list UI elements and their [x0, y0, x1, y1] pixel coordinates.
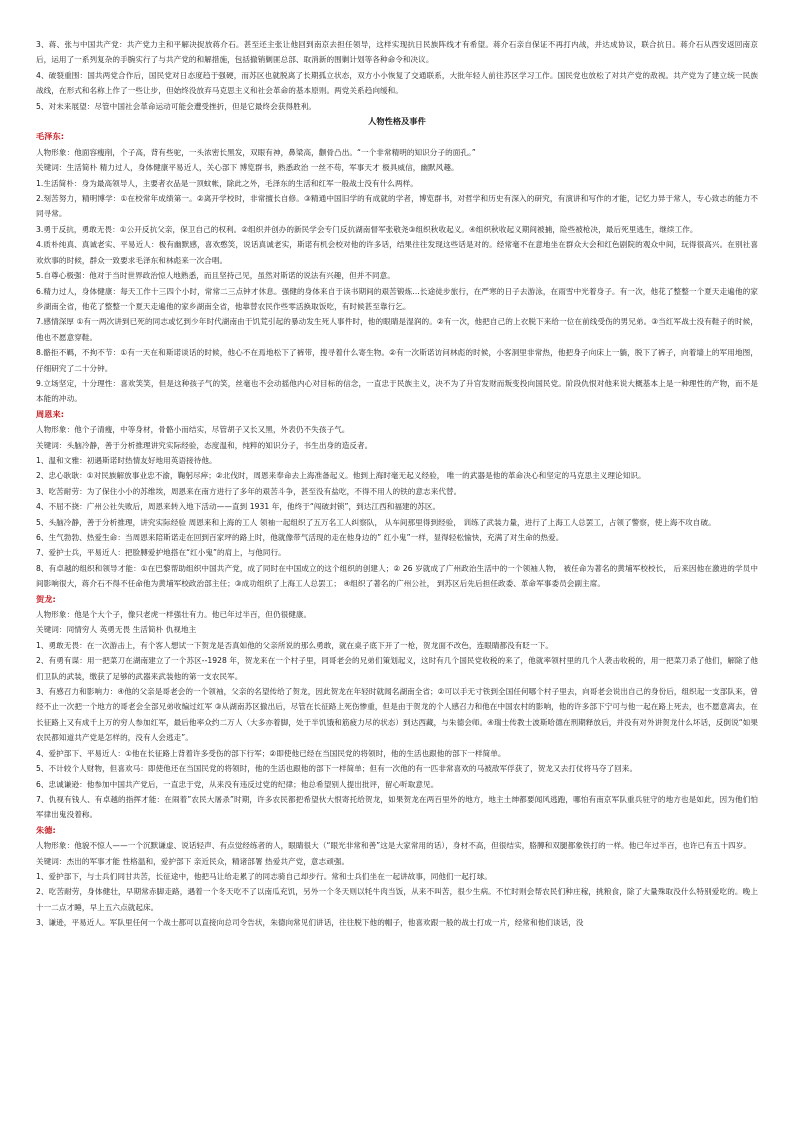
person-line: 7.感情深厚 ①有一两次讲到已死的同志或忆到少年时代湖南由于饥荒引起的暴动发生死人事件时，他的眼睛是湿润的。②有一次，他把自己的上衣脱下来给一位在前线受伤的男兄弟。③当红军战士没有鞋子的时候，他也不愿意穿鞋。 — [36, 317, 758, 342]
person-line: 3、谦逊，平易近人。军队里任何一个战士都可以直接向总司令告状，朱德向常见们讲话，往往脱下他的帽子，他喜欢跟一般的战士打成一片，经常和他们谈话，没 — [36, 918, 584, 928]
person-section-zhou — [36, 407, 758, 592]
person-name: 朱德: — [36, 824, 56, 835]
section-title: 人物性格及事件 — [368, 116, 426, 127]
person-line: 7、仇视有钱人、有卓越的指挥才能：在闹着”农民大屠杀”时期，许多农民都把希望伙大恨寄托给贺龙，如果贺龙在两百里外的地方，地主土绅都要闻风逃跑，哪怕有南京军队重兵驻守的地方也是如此，因为他们怕军律出鬼没着称。 — [36, 794, 758, 820]
person-line: 8.骼拒不羁，不拘不节：①有一天在和斯诺谈话的时候，他心不在焉地松下了裤带，搜寻着什么寄生物。②有一次斯诺访问林彪的时候，小客洞里非常热，他把身子向床上一躺，脱下了裤子，向着墙上的军用地图，仔细研究了二十分钟。 — [36, 348, 758, 373]
person-line: 5.自尊心极强：他对于当时世界政治惊人地熟悉，而且坚持己见，虽然对斯诺的说法有兴趣，但并不同意。 — [36, 271, 395, 281]
person-line: 关键词：杰出的军事才能 性格温和，爱护部下 亲近民众，精诸部署 热爱共产党，意志顽强。 — [36, 856, 350, 866]
person-line: 5、不计较个人财物，但喜欢马：即使他还在当国民党的将领时，他的生活也跟他的部下一样简单；但有一次他的有一匹非常喜欢的马被敌军俘获了，贺龙又去打仗将马夺了回来。 — [36, 764, 638, 774]
person-name: 周恩来: — [36, 408, 65, 419]
person-line: 6、忠诚谦逊：他参加中国共产党后，一直忠于党，从来没有违反过党的纪律；他总希望别人提出批评，留心听取意见。 — [36, 779, 439, 789]
person-line: 5、头脑冷静，善于分析推理，讲究实际经验 周恩来和上海的工人 领袖一起组织了五万名工人纠察队， 从车间那里得到经验， 训练了武装力量，进行了上海工人总罢工，占领了警察，使上海不攻自破。 — [36, 517, 716, 527]
person-line: 人物形象：他貌不惊人——一个沉默谦虚、说话轻声、有点觉经练者的人，眼睛很大（“眼光非常和善”这是大家常用的话），身材不高，但很结实，胳膊和双腿都象铁打的一样。他已年过半百，也许已有五十四岁。 — [36, 841, 752, 851]
person-section-mao — [36, 129, 758, 406]
person-line: 关键词：同情穷人 英勇无畏 生活简朴 仇视地主 — [36, 625, 197, 635]
intro-block — [36, 37, 758, 114]
person-line: 3、有感召力和影响力：④他的父亲是哥老会的一个领袖，父亲的名望传给了贺龙，因此贺龙在年轻时就闻名湖南全省；②可以手无寸铁到全国任何哪个村子里去，向哥老会说出自己的身份后，组织起一支部队来，曾经不止一次把一个地方的哥老会全部兄弟收编过红军 ③从湖南苏区撤出后，尽管在长征路上死伤惨重，但是由于贺龙的个人感召力和他在中国农村的影响，他的许多部下宁可与他一起在路上死去，也不愿意离去，在长征路上又有成千上万的穷人参加红军，最后他率众约二万人（大多亦着脚，处于半饥饿和筋疲力尽的状态）到达西藏，与朱德会师。④瑞士传教士波斯哈德在刑期释放后，并没有对外讲贺龙什么坏话，反倒说“如果农民都知道共产党是怎样的，没有人会逃走”。 — [36, 687, 758, 743]
person-line: 2.刻苦努力，精明博学：①在校常年成绩第一。②离开学校时，非常擅长自修。③精通中国旧学的有成就的学者，博览群书，对哲学和历史有深入的研究，有演讲和写作的才能，记忆力异于常人，专心致志的能力不同寻常。 — [36, 194, 758, 219]
person-line: 1、爱护部下，与士兵们同甘共苦，长征途中，他把马让给走累了的同志骑自己却步行。常和士兵们坐在一起讲故事，同他们一起打球。 — [36, 871, 492, 881]
person-line: 6、生气勃勃、热爱生命：当周恩来陪斯诺走在回到百家坪的路上时，他就像带气活现的走在他身边的” 红小鬼”一样，显得轻松愉快，充满了对生命的热爱。 — [36, 533, 564, 542]
person-line: 2、吃苦耐劳，身体健壮，早期常赤脚走路，遇着一个冬天吃不了以南瓜充饥，另外一个冬天则以牦牛肉当饭，从来不叫苦，很少生病。不忙时则会帮农民们种庄稼，挑粮食，除了大量殊取没什么特别爱吃的。晚上十一二点才睡，早上五六点就起床。 — [36, 887, 758, 912]
person-line: 6.精力过人，身体健康：每天工作十三四个小时，常常二三点钟才休息。强健的身体来自于读书期间的艰苦锻炼…长途徒步旅行，在严寒的日子去游泳，在雨雪中光着身子。有一次，他花了整整一个夏天走遍他的家乡湖南全省，他花了整整一个夏天走遍他的家乡湖南全省，他靠替农民作些零活换取饭吃，有时候甚至靠行乞。 — [36, 286, 758, 311]
person-line: 4、不屈不挠：广州公社失败后，周恩来转入地下活动——直到 1931 年，他终于“闯破封锁”，到达江西和福建的苏区。 — [36, 502, 441, 512]
person-line: 4.质朴纯真、真诚老实、平易近人：极有幽默感，喜欢憨笑，说话真诚老实，斯诺有机会校对他的许多话，结果往往发现这些话是对的。经常毫不在意地坐在群众大会和红色剧院的观众中间，玩得很高兴。在别社喜欢炊事的时候，群众一致要求毛泽东和林彪来一次合唱。 — [36, 240, 758, 265]
person-line: 7、爱护士兵，平易近人：把脸膊爱护地搭在“红小鬼”的肩上，与他同行。 — [36, 548, 286, 558]
intro-paragraph: 5、对未来展望：尽管中国社会革命运动可能会遭受挫折，但是它最终会获得胜利。 — [36, 101, 317, 111]
person-line: 1、勇敢无畏：在一次游击上，有个客人想试一下贺龙是否真如他的父亲所说的那么勇敢，就在桌子底下开了一枪，贺龙面不改色，连眼睛都没有眨一下。 — [36, 640, 554, 650]
person-line: 2、有勇有谋：用一把菜刀在湖南建立了一个苏区--1928 年，贺龙来在一个村子里，同哥老会的兄弟们策划起义，这时有几个国民党收税的来了，他就率领村里的几个人袭击收税的，用一把菜刀杀了他们，解除了他们卫队的武装，缴获了足够的武器来武装他的第一支农民军。 — [36, 656, 758, 681]
intro-paragraph: 3、蒋、张与中国共产党：共产党力主和平解决捉放蒋介石。甚至还主张让他回到南京去担任领导，这样实现抗日民族阵线才有希望。蒋介石亲自保证不再打内战，并达成协议，联合抗日。蒋介石从西安返回南京后，运用了一系列复杂的手腕实行了与共产党的和解措施，包括撤销剿匪总部、取消新的围剿计划等各种命令和决议。 — [36, 40, 758, 65]
person-line: 关键词：头脑冷静，善于分析推理讲究实际经验，态度温和，纯粹的知识分子，书生出身的造反者。 — [36, 440, 373, 450]
person-line: 1、温和文雅：初遇斯诺时热情友好地用英语接待他。 — [36, 455, 217, 465]
person-line: 1.生活简朴：身为最高领导人，主要者衣品是一顶蚊帐，除此之外，毛泽东的生活和红军一般战士没有什么两样。 — [36, 178, 418, 188]
intro-paragraph: 4、破裂重围：国共两党合作后，国民党对日态度趋于强硬，而苏区也就脱离了长期孤立状态，双方小小恢复了交通联系，大批年轻人前往苏区学习工作。国民党也放松了对共产党的敌视。共产党为了建立统一民族战线，在形式和名称上作了一些让步，但始终没放弃马克思主义和社会革命的基本原则。两党关系趋向缓和。 — [36, 70, 758, 96]
person-line: 人物形象：他面容瘦削，个子高，背有些驼，一头浓密长黑发，双眼有神，鼻梁高，颧骨凸出。“一个非常精明的知识分子的面孔。” — [36, 147, 476, 157]
person-line: 3、吃苦耐劳：为了保住小小的苏维埃，周恩来在南方进行了多年的艰苦斗争，甚至没有盐吃，不得不用人的铁的意志来代替。 — [36, 486, 462, 496]
person-name: 毛泽东: — [36, 131, 65, 142]
person-line: 关键词：生活简朴 精力过人，身体健康平易近人，关心部下 博览群书，熟悉政治 一丝不苟，军事天才 极具威信，幽默风趣。 — [36, 163, 459, 173]
person-line: 8、有卓越的组织和领导才能：①在巴黎帮助组织中国共产党，成了同时在中国成立的这个组织的创建人；② 26 岁就成了广州政治生活中的一个领袖人物， 被任命为著名的黄埔军校校长， 后来因他在激进的学员中间影响很大，蒋介石不得不任命他为黄埔军校政治部主任；③成功组织了上海工人总罢工； ④组织了著名的广州公社， 到苏区后先后担任政委、革命军事委员会副主席。 — [36, 563, 758, 589]
person-line: 9.立场坚定，十分理性：喜欢笑笑，但是这种孩子气的笑，丝毫也不会动摇他内心对目标的信念，一直忠于民族主义，决不为了升官发财而叛变投向国民党。阶段仇恨对他来说大概基本上是一种理性的产物，而不是本能的冲动。 — [36, 378, 758, 404]
person-section-he — [36, 592, 758, 823]
person-line: 2、忠心耿耿：①对民族解放事业忠不渝，鞠躬尽瘁；②北伐时，周恩来奉命去上海准备起义。他到上海时毫无起义经验， 唯一的武器是他的革命决心和坚定的马克思主义理论知识。 — [36, 471, 646, 481]
person-line: 3.勇于反抗，勇敢无畏：①公开反抗父亲，保卫自己的权利。②组织并创办的新民学会专门反抗湖南督军张敬尧③组织秋收起义。④组织秋收起义期间被捕，险些被枪决，最后死里逃生，继续工作。 — [36, 224, 698, 234]
person-section-zhu — [36, 823, 758, 931]
person-line: 4、爱护部下、平易近人：①他在长征路上背着许多受伤的部下行军；②即使他已经在当国民党的将领时，他的生活也跟他的部下一样简单。 — [36, 748, 506, 758]
person-line: 人物形象：他个子清瘦，中等身材，骨骼小而结实，尽管胡子又长又黑，外表仍不失孩子气。 — [36, 425, 350, 435]
person-name: 贺龙: — [36, 593, 56, 604]
person-line: 人物形象：他是个大个子，像只老虎一样强壮有力。他已年过半百，但仍很健康。 — [36, 610, 312, 620]
